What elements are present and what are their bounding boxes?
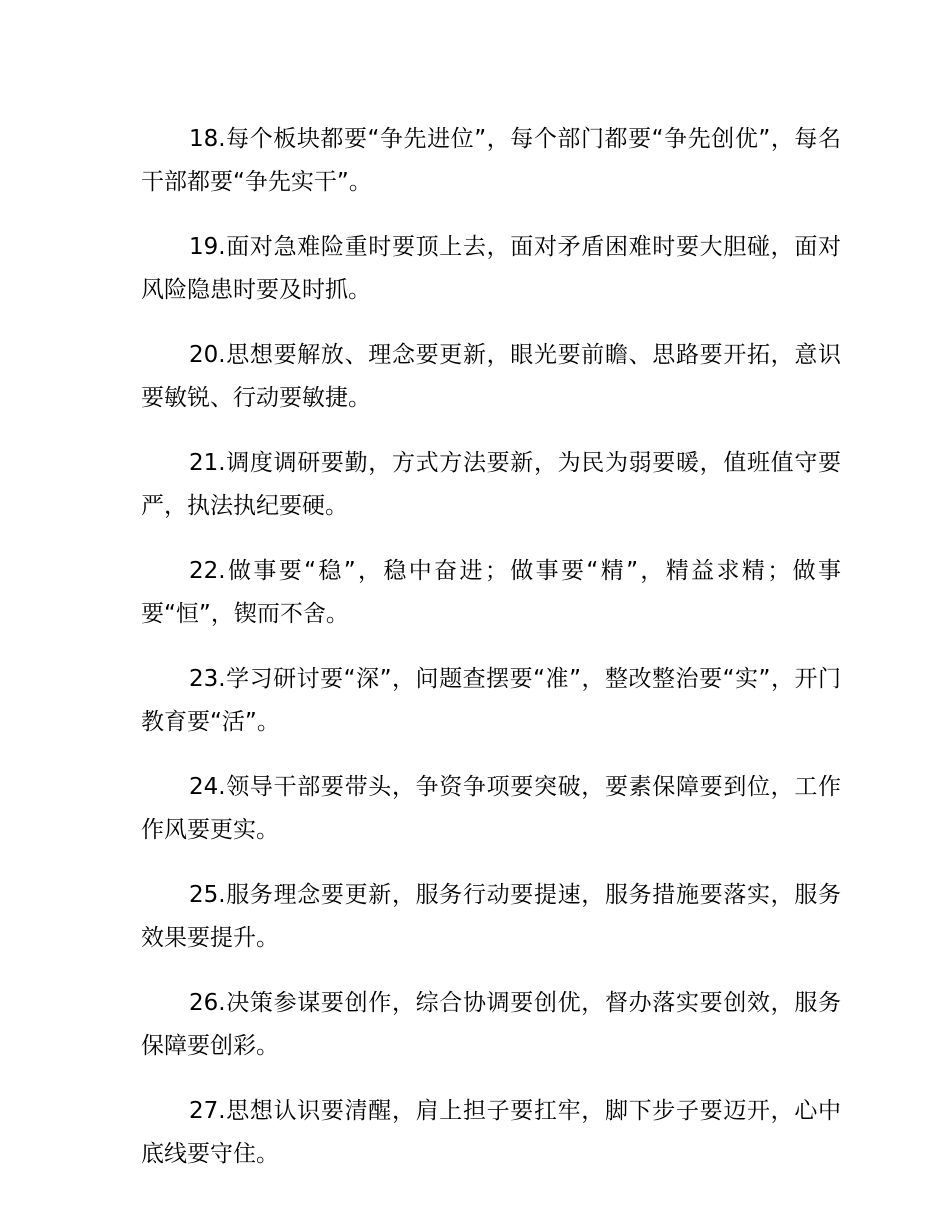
paragraph-26: 26.决策参谋要创作，综合协调要创优，督办落实要创效，服务保障要创彩。 xyxy=(141,990,841,1059)
paragraph-25: 25.服务理念要更新，服务行动要提速，服务措施要落实，服务效果要提升。 xyxy=(141,882,841,951)
paragraph-19: 19.面对急难险重时要顶上去，面对矛盾困难时要大胆碰，面对风险隐患时要及时抓。 xyxy=(141,234,841,303)
paragraph-20: 20.思想要解放、理念要更新，眼光要前瞻、思路要开拓，意识要敏锐、行动要敏捷。 xyxy=(141,342,841,411)
paragraph-list xyxy=(141,118,841,1198)
paragraph-23: 23.学习研讨要“深”，问题查摆要“准”，整改整治要“实”，开门教育要“活”。 xyxy=(141,666,841,735)
paragraph-21: 21.调度调研要勤，方式方法要新，为民为弱要暖，值班值守要严，执法执纪要硬。 xyxy=(141,450,841,519)
paragraph-24: 24.领导干部要带头，争资争项要突破，要素保障要到位，工作作风要更实。 xyxy=(141,774,841,843)
paragraph-27: 27.思想认识要清醒，肩上担子要扛牢，脚下步子要迈开，心中底线要守住。 xyxy=(141,1098,841,1167)
paragraph-22: 22.做事要“稳”，稳中奋进；做事要“精”，精益求精；做事要“恒”，锲而不舍。 xyxy=(141,558,841,627)
paragraph-18: 18.每个板块都要“争先进位”，每个部门都要“争先创优”，每名干部都要“争先实干”。 xyxy=(141,126,841,195)
